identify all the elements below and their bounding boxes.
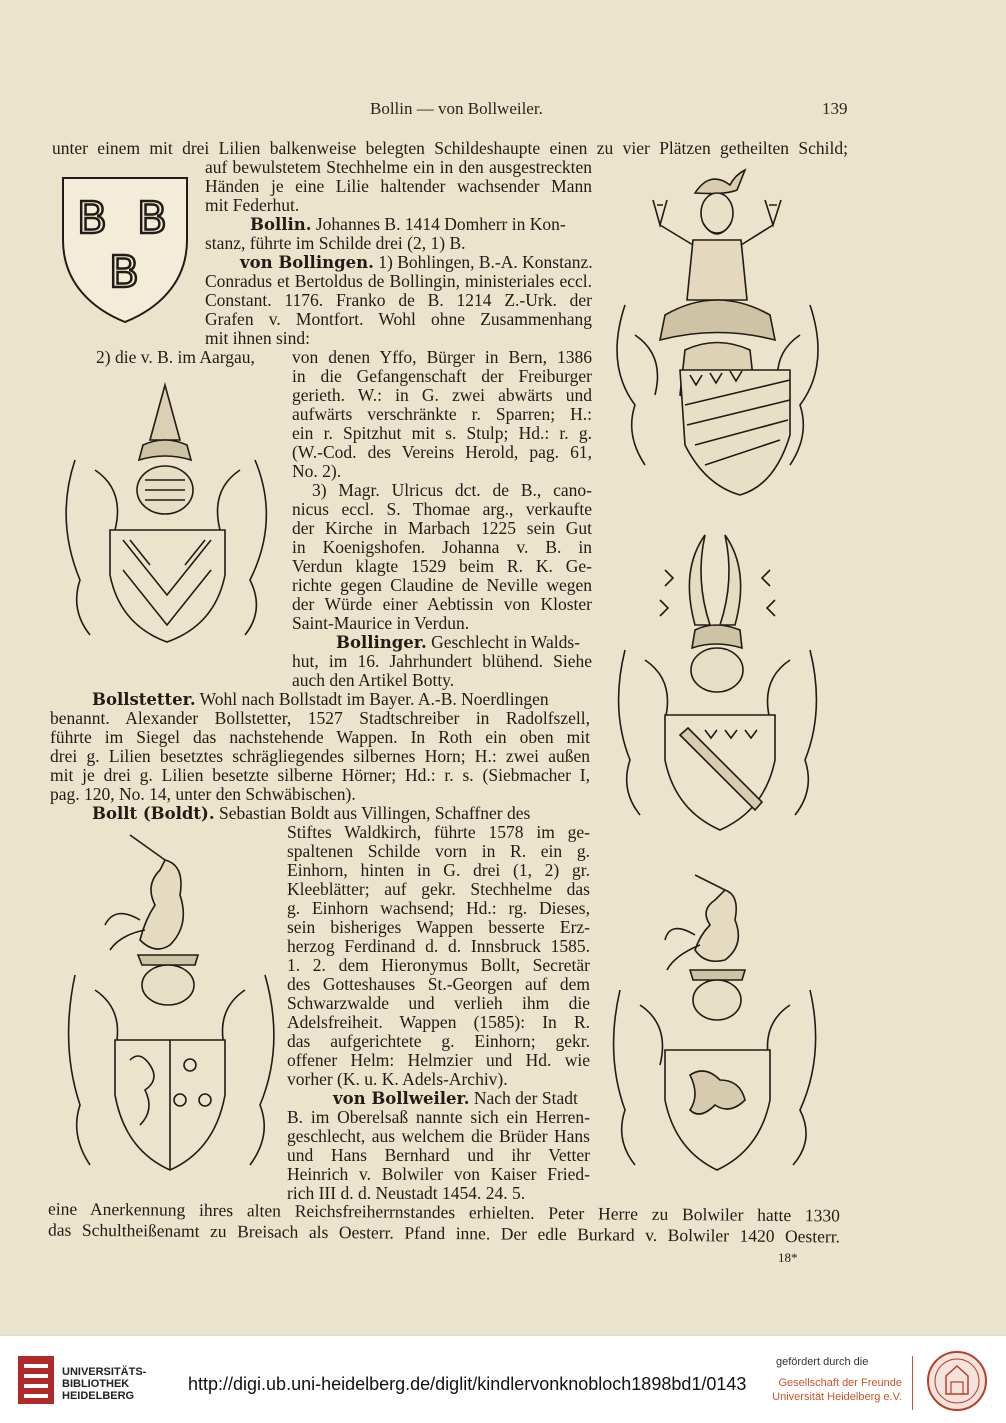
- text-line: g. Einhorn wachsend; Hd.: rg. Dieses,: [287, 898, 590, 918]
- text-line: auch den Artikel Botty.: [292, 670, 455, 690]
- text-line: aufwärts verschränkte r. Sparren; H.:: [292, 404, 592, 424]
- text-line: nicus eccl. S. Thomae arg., verkaufte: [292, 499, 592, 519]
- bollingen-coat-of-arms-illustration: [55, 380, 280, 650]
- text-line: das aufgerichtete g. Einhorn; gekr.: [287, 1031, 590, 1051]
- bollin-shield-illustration: [60, 175, 190, 325]
- text-line: und Hans Bernhard und ihr Vetter: [287, 1145, 590, 1165]
- text-line: Einhorn, hinten in G. drei (1, 2) gr.: [287, 860, 590, 880]
- entry-text: 1) Bohlingen, B.-A. Konstanz.: [373, 252, 593, 272]
- text-line: offener Helm: Helmzier und Hd. wie: [287, 1050, 590, 1070]
- entry-text: Johannes B. 1414 Domherr in Kon-: [311, 214, 566, 234]
- entry-heading: von Bollweiler.: [333, 1089, 470, 1108]
- text-line: hut, im 16. Jahrhundert blühend. Siehe: [292, 651, 592, 671]
- entry-heading: Bollin.: [250, 215, 312, 234]
- library-name-line: BIBLIOTHEK: [62, 1378, 130, 1390]
- bollstetter-coat-of-arms-illustration: [610, 530, 825, 840]
- entry-heading: Bollt (Boldt).: [92, 804, 215, 823]
- text-line: das Schultheißenamt zu Breisach als Oesterr. Pfand inne. Der edle Burkard v. Bolwiler 1420 Oesterr.: [47, 1219, 841, 1247]
- text-line: der Kirche in Marbach 1225 sein Gut: [292, 518, 592, 538]
- library-logo-icon: [18, 1356, 54, 1404]
- text-line: Verdun klagte 1529 beim R. K. Ge-: [292, 556, 592, 576]
- society-seal-icon: [926, 1350, 988, 1412]
- bollweiler-coat-of-arms-illustration: [605, 865, 825, 1175]
- text-line: Kleeblätter; auf gekr. Stechhelme das: [287, 879, 590, 899]
- entry-bollin: [250, 215, 566, 234]
- shield-letter: B: [76, 193, 108, 244]
- library-name: [62, 1366, 146, 1402]
- divider: [912, 1356, 913, 1410]
- society-name: [750, 1376, 902, 1404]
- digitization-footer: [0, 1335, 1006, 1423]
- shield-letter: B: [108, 247, 140, 298]
- entry-text: Geschlecht in Walds-: [426, 632, 581, 652]
- text-line: in Koenigshofen. Johanna v. B. in: [292, 537, 592, 557]
- text-line: rich III d. d. Neustadt 1454. 24. 5.: [287, 1183, 526, 1203]
- text-line: spaltenen Schilde vorn in R. ein g.: [287, 841, 590, 861]
- text-line: richte gegen Claudine de Neville wegen: [292, 575, 592, 595]
- text-line: der Würde einer Aebtissin von Kloster: [292, 594, 592, 614]
- entry-text: Nach der Stadt: [469, 1088, 578, 1108]
- text-line: B. im Oberelsaß nannte sich ein Herren-: [287, 1107, 590, 1127]
- library-name-line: UNIVERSITÄTS-: [62, 1366, 147, 1378]
- text-line: von denen Yffo, Bürger in Bern, 1386: [292, 347, 592, 367]
- signature-mark: 18*: [778, 1250, 798, 1265]
- entry-bollweiler: [333, 1089, 578, 1108]
- text-line: mit Federhut.: [205, 195, 300, 215]
- text-line: 1. 2. dem Hieronymus Bollt, Secretär: [287, 955, 590, 975]
- society-name-line: Gesellschaft der Freunde: [778, 1377, 902, 1389]
- text-line: No. 2).: [292, 461, 342, 481]
- text-line: (W.-Cod. des Vereins Herold, pag. 61,: [292, 442, 592, 462]
- text-line: Saint-Maurice in Verdun.: [292, 613, 470, 633]
- text-line: geschlecht, aus welchem die Brüder Hans: [287, 1126, 590, 1146]
- entry-heading: Bollinger.: [336, 633, 427, 652]
- text-line: Adelsfreiheit. Wappen (1585): In R.: [287, 1012, 590, 1032]
- entry-text: Wohl nach Bollstadt im Bayer. A.-B. Noerdlingen: [195, 689, 549, 709]
- text-line: Conradus et Bertoldus de Bollingin, ministeriales eccl.: [205, 271, 592, 291]
- text-line: mit ihnen sind:: [205, 328, 310, 348]
- text-line: Stiftes Waldkirch, führte 1578 im ge-: [287, 822, 590, 842]
- entry-bollinger: [336, 633, 580, 652]
- text-line: Grafen v. Montfort. Wohl ohne Zusammenhang: [205, 309, 592, 329]
- library-name-line: HEIDELBERG: [62, 1390, 135, 1402]
- text-line: vorher (K. u. K. Adels-Archiv).: [287, 1069, 508, 1089]
- text-line: benannt. Alexander Bollstetter, 1527 Stadtschreiber in Radolfszell,: [50, 708, 590, 728]
- entry-heading: von Bollingen.: [240, 253, 374, 272]
- text-line: eine Anerkennung ihres alten Reichsfreiherrnstandes erhielten. Peter Herre zu Bolwiler hatte 1330: [47, 1198, 841, 1226]
- entry-heading: Bollstetter.: [92, 690, 196, 709]
- text-line: Heinrich v. Bolwiler von Kaiser Fried-: [287, 1164, 590, 1184]
- text-line: drei g. Lilien besetztes schrägliegendes silbernes Horn; H.: zwei außen: [50, 746, 590, 766]
- text-line: mit je drei g. Lilien besetzte silberne Hörner; Hd.: r. s. (Siebmacher I,: [50, 765, 590, 785]
- text-line: unter einem mit drei Lilien balkenweise belegten Schildeshaupte einen zu vier Plätzen getheilten Schild;: [52, 138, 848, 158]
- text-line: 3) Magr. Ulricus dct. de B., cano-: [312, 480, 592, 500]
- text-line: herzog Ferdinand d. d. Innsbruck 1585.: [287, 936, 590, 956]
- bollin-coat-of-arms-illustration: [605, 165, 830, 500]
- text-line: führte im Siegel das nachstehende Wappen. In Roth ein oben mit: [50, 727, 590, 747]
- sponsor-label: gefördert durch die: [776, 1356, 869, 1368]
- text-line: auf bewulstetem Stechhelme ein in den ausgestreckten: [205, 157, 592, 177]
- text-line: pag. 120, No. 14, unter den Schwäbischen).: [50, 784, 356, 804]
- page-number: 139: [822, 99, 848, 118]
- text-line: des Gotteshauses St.-Georgen auf dem: [287, 974, 590, 994]
- running-head: Bollin — von Bollweiler.: [370, 99, 543, 118]
- bollt-coat-of-arms-illustration: [60, 825, 285, 1175]
- entry-bollingen: [240, 253, 593, 272]
- entry-bollt: [92, 804, 530, 823]
- society-name-line: Universität Heidelberg e.V.: [772, 1391, 902, 1403]
- text-line: gerieth. W.: in G. zwei abwärts und: [292, 385, 592, 405]
- entry-bollstetter: [92, 690, 549, 709]
- text-line: Schwarzwalde und verlieh ihm die: [287, 993, 590, 1013]
- entry-text: Sebastian Boldt aus Villingen, Schaffner des: [214, 803, 531, 823]
- text-line: Constant. 1176. Franko de B. 1214 Z.-Urk. der: [205, 290, 592, 310]
- text-line: stanz, führte im Schilde drei (2, 1) B.: [205, 233, 466, 253]
- text-line: Händen je eine Lilie haltender wachsender Mann: [205, 176, 592, 196]
- text-line: sein bisheriges Wappen besserte Erz-: [287, 917, 590, 937]
- shield-letter: B: [136, 193, 168, 244]
- permalink-url[interactable]: http://digi.ub.uni-heidelberg.de/diglit/kindlervonknobloch1898bd1/0143: [188, 1374, 747, 1394]
- text-line: in die Gefangenschaft der Freiburger: [292, 366, 592, 386]
- text-line: ein r. Spitzhut mit s. Stulp; Hd.: r. g.: [292, 423, 592, 443]
- text-line: 2) die v. B. im Aargau,: [96, 347, 255, 367]
